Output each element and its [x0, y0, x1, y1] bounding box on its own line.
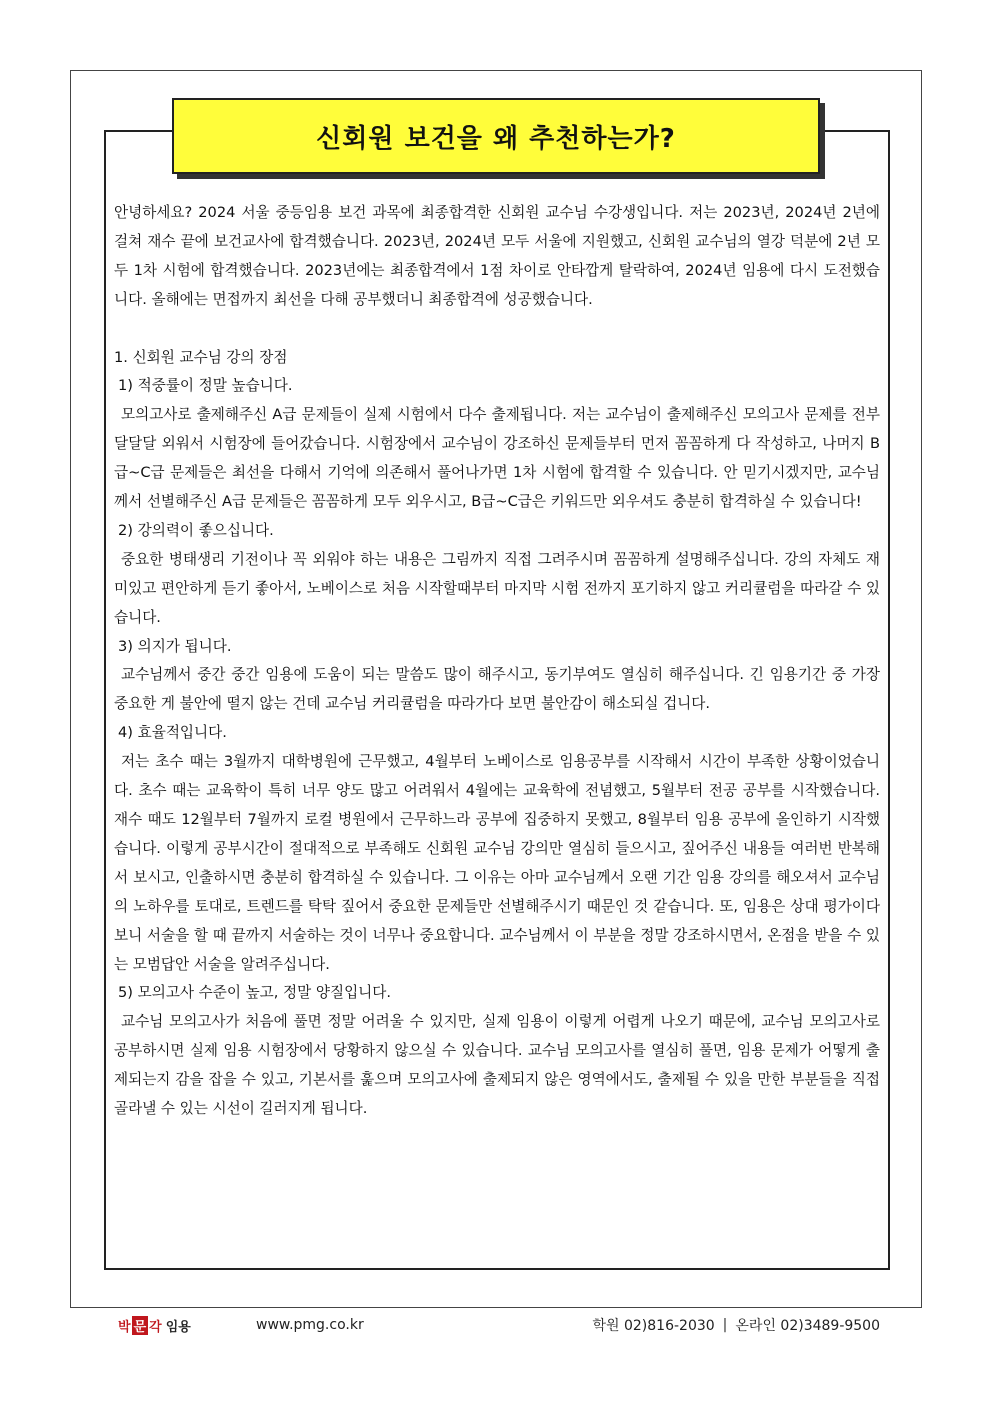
intro-paragraph: 안녕하세요? 2024 서울 중등임용 보건 과목에 최종합격한 신회원 교수님 수강생입니다. 저는 2023년, 2024년 2년에 걸쳐 재수 끝에 보건교사에 합격했습니다. 2023년, 2024년 모두 서울에 지원했고, 신회원 교수님의 열강 덕분에 2년 모두 1차 시험에 합격했습니다. 2023년에는 최종합격에서 1점 차이로 안타깝게 탈락하여, 2024년 임용에 다시 도전했습니다. 올해에는 면접까지 최선을 다해 공부했더니 최종합격에 성공했습니다.: [114, 204, 880, 308]
article-body: [114, 199, 880, 1124]
footer-separator: |: [722, 1317, 728, 1333]
point-heading-1: 1) 적중률이 정말 높습니다.: [118, 377, 293, 395]
online-phone: 온라인 02)3489-9500: [735, 1318, 880, 1334]
point-text-2: 중요한 병태생리 기전이나 꼭 외워야 하는 내용은 그림까지 직접 그려주시며 꼼꼼하게 설명해주십니다. 강의 자체도 재미있고 편안하게 듣기 좋아서, 노베이스로 처음 시작할때부터 마지막 시험 전까지 포기하지 않고 커리큘럼을 따라갈 수 있습니다.: [114, 550, 880, 626]
point-heading-5: 5) 모의고사 수준이 높고, 정말 양질입니다.: [118, 984, 392, 1002]
point-text-4: 저는 초수 때는 3월까지 대학병원에 근무했고, 4월부터 노베이스로 임용공부를 시작해서 시간이 부족한 상황이었습니다. 초수 때는 교육학이 특히 너무 양도 많고 어려워서 4월에는 교육학에 전념했고, 5월부터 전공 공부를 시작했습니다. 재수 때도 12월부터 7월까지 로컬 병원에서 근무하느라 공부에 집중하지 못했고, 8월부터 임용 공부에 올인하기 시작했습니다. 이렇게 공부시간이 절대적으로 부족해도 신회원 교수님 강의만 열심히 들으시고, 짚어주신 내용들 여러번 반복해서 보시고, 인출하시면 충분히 합격하실 수 있습니다. 그 이유는 아마 교수님께서 오랜 기간 임용 강의를 해오셔서 교수님의 노하우를 토대로, 트렌드를 탁탁 짚어서 중요한 문제들만 선별해주시기 때문인 것 같습니다. 또, 임용은 상대 평가이다보니 서술을 할 때 끝까지 서술하는 것이 너무나 중요합니다. 교수님께서 이 부분을 정말 강조하시면서, 온점을 받을 수 있는 모범답안 서술을 알려주십니다.: [114, 753, 880, 973]
point-heading-2: 2) 강의력이 좋으십니다.: [118, 521, 274, 539]
footer-url: www.pmg.co.kr: [256, 1317, 364, 1333]
title-banner: [172, 98, 820, 174]
point-text-3: 교수님께서 중간 중간 임용에 도움이 되는 말씀도 많이 해주시고, 동기부여도 열심히 해주십니다. 긴 임용기간 중 가장 중요한 게 불안에 떨지 않는 건데 교수님 커리큘럼을 따라가다 보면 불안감이 해소되실 겁니다.: [114, 666, 880, 713]
point-heading-4: 4) 효율적입니다.: [118, 724, 227, 742]
publisher-logo: 박 문 각 임용: [118, 1316, 191, 1335]
point-text-5: 교수님 모의고사가 처음에 풀면 정말 어려울 수 있지만, 실제 임용이 이렇게 어렵게 나오기 때문에, 교수님 모의고사로 공부하시면 실제 임용 시험장에서 당황하지 않으실 수 있습니다. 교수님 모의고사를 열심히 풀면, 임용 문제가 어떻게 출제되는지 감을 잡을 수 있고, 기본서를 훑으며 모의고사에 출제되지 않은 영역에서도, 출제될 수 있을 만한 부분들을 직접 골라낼 수 있는 시선이 길러지게 됩니다.: [114, 1013, 880, 1118]
point-text-1: 모의고사로 출제해주신 A급 문제들이 실제 시험에서 다수 출제됩니다. 저는 교수님이 출제해주신 모의고사 문제를 전부 달달달 외워서 시험장에 들어갔습니다. 시험장에서 교수님이 강조하신 문제들부터 먼저 꼼꼼하게 다 작성하고, 나머지 B급~C급 문제들은 최선을 다해서 기억에 의존해서 풀어나가면 1차 시험에 합격할 수 있습니다. 안 믿기시겠지만, 교수님께서 선별해주신 A급 문제들은 꼼꼼하게 모두 외우시고, B급~C급은 키워드만 외우셔도 충분히 합격하실 수 있습니다!: [114, 406, 880, 511]
page-title: 신회원 보건을 왜 추천하는가?: [316, 123, 676, 154]
academy-phone: 학원 02)816-2030: [592, 1318, 715, 1334]
section-heading: 1. 신회원 교수님 강의 장점: [114, 348, 288, 366]
footer-contact: [592, 1315, 880, 1335]
point-heading-3: 3) 의지가 됩니다.: [118, 637, 232, 655]
